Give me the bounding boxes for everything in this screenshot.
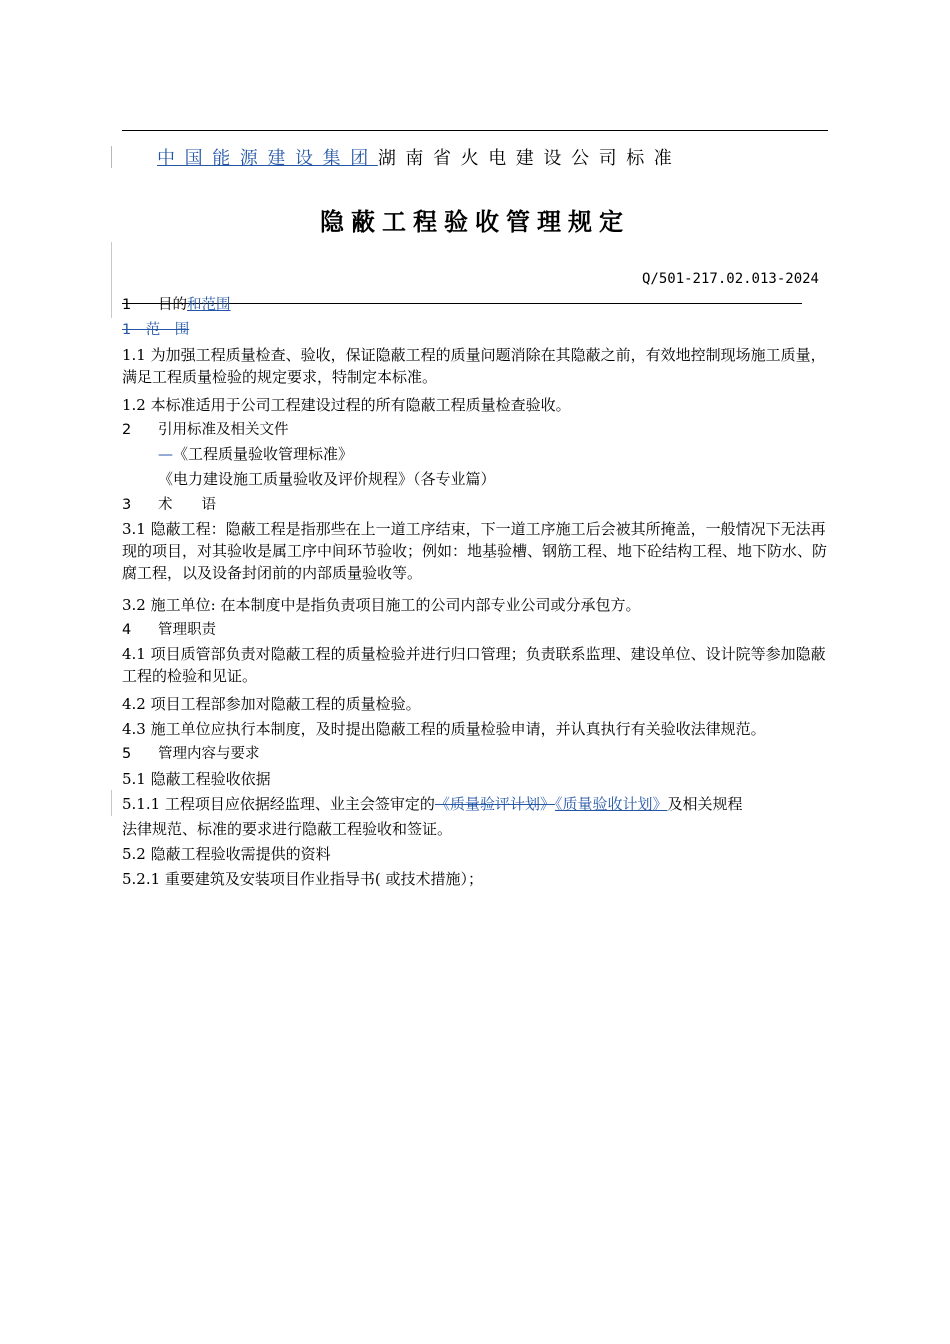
paragraph-3-2: 3.2 施工单位: 在本制度中是指负责项目施工的公司内部专业公司或分承包方。 bbox=[122, 596, 641, 614]
inserted-org-name: 中国能源建设集团 bbox=[157, 148, 378, 169]
paragraph-1-1: 1.1 为加强工程质量检查、验收，保证隐蔽工程的质量问题消除在其隐蔽之前，有效地控制现场施工质量，满足工程质量检验的规定要求，特制定本标准。 bbox=[122, 346, 826, 386]
paragraph-4-2: 4.2 项目工程部参加对隐蔽工程的质量检验。 bbox=[122, 695, 421, 713]
inserted-text: 《质量验收计划》 bbox=[554, 795, 668, 813]
inserted-text: 和范围 bbox=[187, 297, 231, 313]
section-5-heading bbox=[122, 743, 260, 765]
section-title: 引用标准及相关文件 bbox=[158, 422, 289, 438]
section-number: 2 bbox=[122, 422, 132, 438]
page-title: 隐蔽工程验收管理规定 bbox=[320, 208, 630, 236]
section-number: 1 bbox=[122, 297, 132, 313]
section-number: 4 bbox=[122, 622, 132, 638]
paragraph-5-2-1: 5.2.1 重要建筑及安装项目作业指导书( 或技术措施）； bbox=[122, 870, 484, 888]
text: 5.1.1 工程项目应依据经监理、业主会签审定的 bbox=[122, 795, 435, 813]
deleted-dash: — bbox=[158, 445, 173, 463]
text: 及相关规程 bbox=[667, 795, 743, 813]
deleted-text: 《质量验评计划》 bbox=[434, 795, 555, 813]
section-title: 管理职责 bbox=[158, 622, 216, 638]
paragraph-5-2: 5.2 隐蔽工程验收需提供的资料 bbox=[122, 845, 331, 863]
paragraph-5-1-1 bbox=[122, 793, 742, 815]
section-title: 术 语 bbox=[158, 497, 216, 513]
document-header bbox=[157, 144, 681, 170]
section-title: 管理内容与要求 bbox=[158, 746, 260, 762]
org-name: 湖南省火电建设公司标准 bbox=[377, 148, 682, 169]
paragraph-1-2: 1.2 本标准适用于公司工程建设过程的所有隐蔽工程质量检查验收。 bbox=[122, 396, 571, 414]
reference-text: 《工程质量验收管理标准》 bbox=[173, 445, 354, 463]
reference-2: 《电力建设施工质量验收及评价规程》（各专业篇） bbox=[158, 470, 496, 488]
section-number: 3 bbox=[122, 497, 132, 513]
deleted-heading: 1 范 围 bbox=[122, 322, 190, 338]
section-4-heading bbox=[122, 619, 216, 641]
section-title: 目的 bbox=[158, 297, 187, 313]
revision-bar bbox=[111, 790, 112, 816]
section-number: 5 bbox=[122, 746, 132, 762]
paragraph-5-1: 5.1 隐蔽工程验收依据 bbox=[122, 770, 271, 788]
paragraph-5-1-1-cont: 法律规范、标准的要求进行隐蔽工程验收和签证。 bbox=[122, 820, 453, 838]
section-1-heading bbox=[122, 294, 231, 316]
revision-bar bbox=[111, 242, 112, 318]
section-2-heading bbox=[122, 419, 289, 441]
paragraph-4-1: 4.1 项目质管部负责对隐蔽工程的质量检验并进行归口管理；负责联系监理、建设单位、设计院等参加隐蔽工程的检验和见证。 bbox=[122, 645, 826, 685]
section-3-heading bbox=[122, 494, 216, 516]
reference-1 bbox=[158, 443, 353, 465]
top-rule bbox=[122, 130, 828, 131]
revision-bar bbox=[111, 146, 112, 168]
document-code: Q/501-217.02.013-2024 bbox=[641, 271, 819, 287]
paragraph-4-3: 4.3 施工单位应执行本制度，及时提出隐蔽工程的质量检验申请，并认真执行有关验收法律规范。 bbox=[122, 720, 766, 738]
paragraph-3-1: 3.1 隐蔽工程：隐蔽工程是指那些在上一道工序结束，下一道工序施工后会被其所掩盖，一般情况下无法再现的项目，对其验收是属工序中间环节验收；例如：地基验槽、钢筋工程、地下砼结构工程、地下防水、防腐工程，以及设备封闭前的内部质量验收等。 bbox=[122, 520, 828, 582]
